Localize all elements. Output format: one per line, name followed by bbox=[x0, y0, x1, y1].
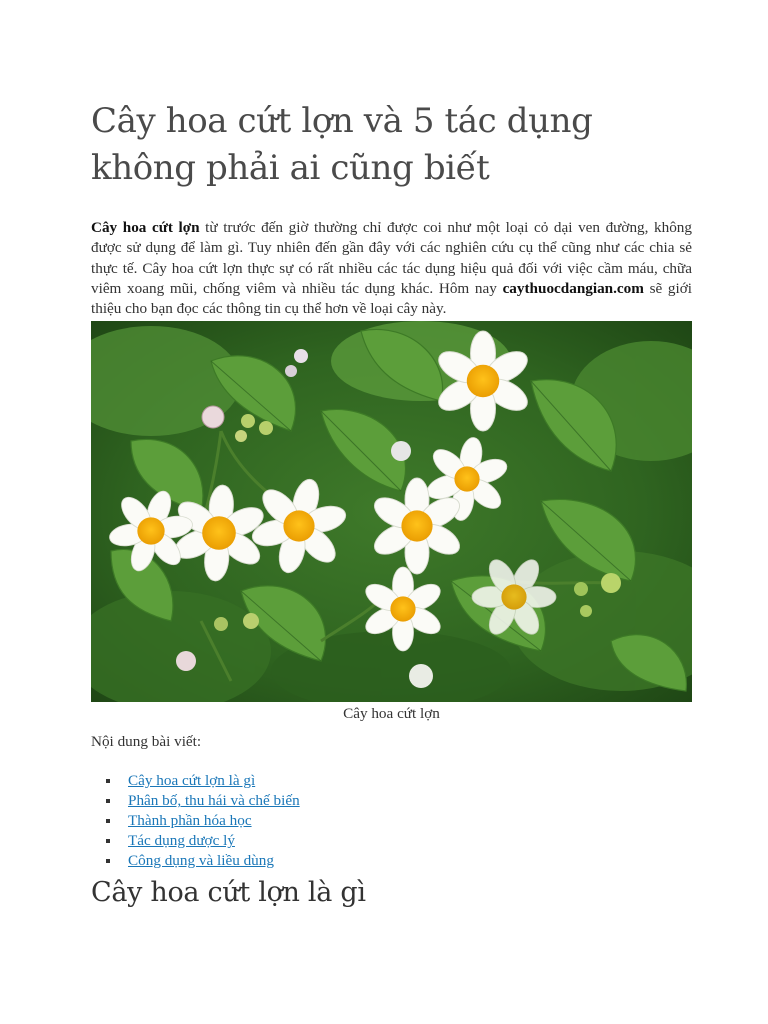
article-title: Cây hoa cứt lợn và 5 tác dụng không phải ai cũng biết bbox=[91, 101, 593, 188]
toc-link-distribution[interactable]: Phân bố, thu hái và chế biến bbox=[128, 792, 300, 810]
intro-paragraph bbox=[91, 218, 692, 319]
toc-item bbox=[106, 771, 692, 791]
article bbox=[91, 98, 692, 911]
table-of-contents bbox=[91, 771, 692, 871]
toc-link-chemistry[interactable]: Thành phần hóa học bbox=[128, 812, 252, 830]
toc-item bbox=[106, 811, 692, 831]
intro-bold-lead: Cây hoa cứt lợn bbox=[91, 219, 200, 236]
toc-item bbox=[106, 831, 692, 851]
toc-link-pharmacology[interactable]: Tác dụng dược lý bbox=[128, 832, 235, 850]
flower-photo bbox=[91, 321, 692, 702]
image-caption: Cây hoa cứt lợn bbox=[343, 705, 440, 723]
toc-item bbox=[106, 851, 692, 871]
flower-photo-illustration bbox=[91, 321, 692, 702]
bullet-icon bbox=[106, 799, 110, 803]
intro-site-name: caythuocdangian.com bbox=[502, 279, 644, 297]
bullet-icon bbox=[106, 859, 110, 863]
section-heading: Cây hoa cứt lợn là gì bbox=[91, 877, 366, 909]
toc-link-usage-dosage[interactable]: Công dụng và liều dùng bbox=[128, 852, 274, 870]
intro-text-1: từ trước đến giờ thường chỉ được coi như một loại cỏ dại ven đường, không được sử dụng để làm gì. Tuy nhiên đến gần đây với các nghiên cứu cụ thể cũng như các chia sẻ thực tế. Cây hoa cứt lợn thực sự có rất nhiều các tác dụng hiệu quả đối với việc cầm máu, chữa viêm xoang mũi, chống viêm và nhiều tác dụng khác. Hôm nay bbox=[91, 219, 692, 297]
toc-item bbox=[106, 791, 692, 811]
bullet-icon bbox=[106, 819, 110, 823]
intro-text-2: sẽ giới thiệu cho bạn đọc các thông tin cụ thể hơn về loại cây này. bbox=[91, 279, 692, 318]
bullet-icon bbox=[106, 779, 110, 783]
toc-label: Nội dung bài viết: bbox=[91, 733, 202, 751]
toc-link-what-is[interactable]: Cây hoa cứt lợn là gì bbox=[128, 772, 256, 790]
bullet-icon bbox=[106, 839, 110, 843]
